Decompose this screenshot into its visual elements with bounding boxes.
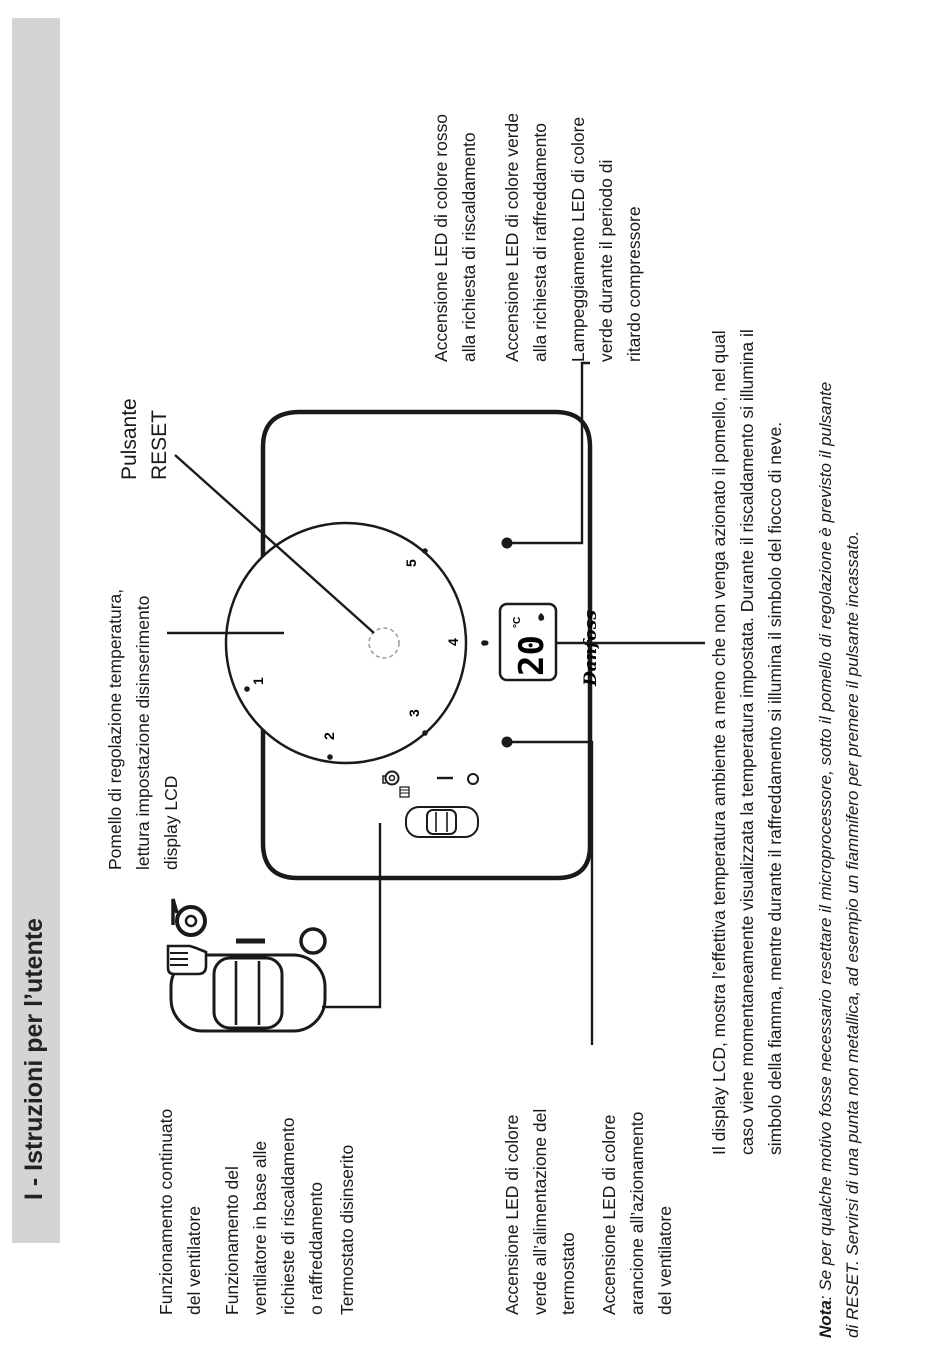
lcd-description: Il display LCD, mostra l’effettiva temperatura ambiente a meno che non venga azionato il pomello, nel qual caso viene momentaneamente visualizzata la temperatura impostata. Durante il riscaldamento si illumina il simbolo della fiamma, mentre durante il raffreddamento si illumina il simbolo del fiocco di neve. — [709, 329, 785, 1155]
label-knob: Pomello di regolazione temperatura, lettura impostazione disinserimento display LCD — [105, 588, 181, 870]
switch-off-symbol — [301, 929, 325, 953]
hand-icon — [168, 946, 206, 974]
label-led-cool: Accensione LED di colore verde alla richiesta di raffreddamento — [502, 112, 550, 362]
label-reset: Pulsante RESET — [118, 398, 171, 480]
leader-led-fan — [512, 742, 592, 1045]
label-led-heat: Accensione LED di colore rosso alla richiesta di riscaldamento — [431, 113, 479, 362]
label-fan-on-demand: Funzionamento del ventilatore in base alle richieste di riscaldamento o raffreddamento — [222, 1117, 326, 1315]
led-power-fan — [502, 737, 513, 748]
note-line1: : Se per qualche motivo fosse necessario resettare il microprocessore, sotto il pomello di regolazione è previsto il pulsante — [816, 381, 835, 1301]
fan-icon — [173, 899, 205, 935]
leader-led-heat — [512, 363, 590, 543]
lcd-unit: °C — [512, 616, 523, 628]
page-title: I - Istruzioni per l’utente — [20, 918, 48, 1200]
reset-note — [812, 382, 866, 1338]
lcd-temperature: 20 — [512, 635, 552, 676]
fan-icon-small — [383, 772, 399, 785]
hand-icon-small — [400, 787, 409, 797]
leader-switch — [322, 823, 380, 1007]
label-thermostat-off: Termostato disinserito — [337, 1144, 357, 1315]
note-label: Nota — [816, 1300, 835, 1338]
dial-dot-5 — [422, 548, 428, 554]
brand-logo: Danfoss — [581, 610, 601, 686]
dial-dot-1 — [244, 686, 250, 692]
dial-number-1: 1 — [250, 677, 266, 685]
label-led-blink: Lampeggiamento LED di colore verde durante il periodo di ritardo compressore — [568, 116, 644, 362]
dial-number-2: 2 — [321, 732, 337, 740]
led-indicator-dot — [484, 641, 489, 646]
dial-number-5: 5 — [403, 559, 419, 567]
dial-number-3: 3 — [406, 709, 422, 717]
label-led-fan: Accensione LED di colore arancione all’azionamento del ventilatore — [599, 1111, 675, 1315]
regulation-knob — [226, 523, 466, 763]
label-led-power: Accensione LED di colore verde all’alimentazione del termostato — [502, 1108, 578, 1315]
dial-dot-2 — [327, 754, 333, 760]
dial-number-4: 4 — [445, 638, 461, 646]
label-fan-continuous: Funzionamento continuato del ventilatore — [156, 1108, 204, 1315]
note-line2: di RESET. Servirsi di una punta non metallica, ad esempio un fiammifero per premere il pulsante incassato. — [843, 530, 862, 1338]
led-heat-cool — [502, 538, 513, 549]
fan-switch-small — [383, 772, 478, 838]
dial-dot-3 — [422, 730, 428, 736]
